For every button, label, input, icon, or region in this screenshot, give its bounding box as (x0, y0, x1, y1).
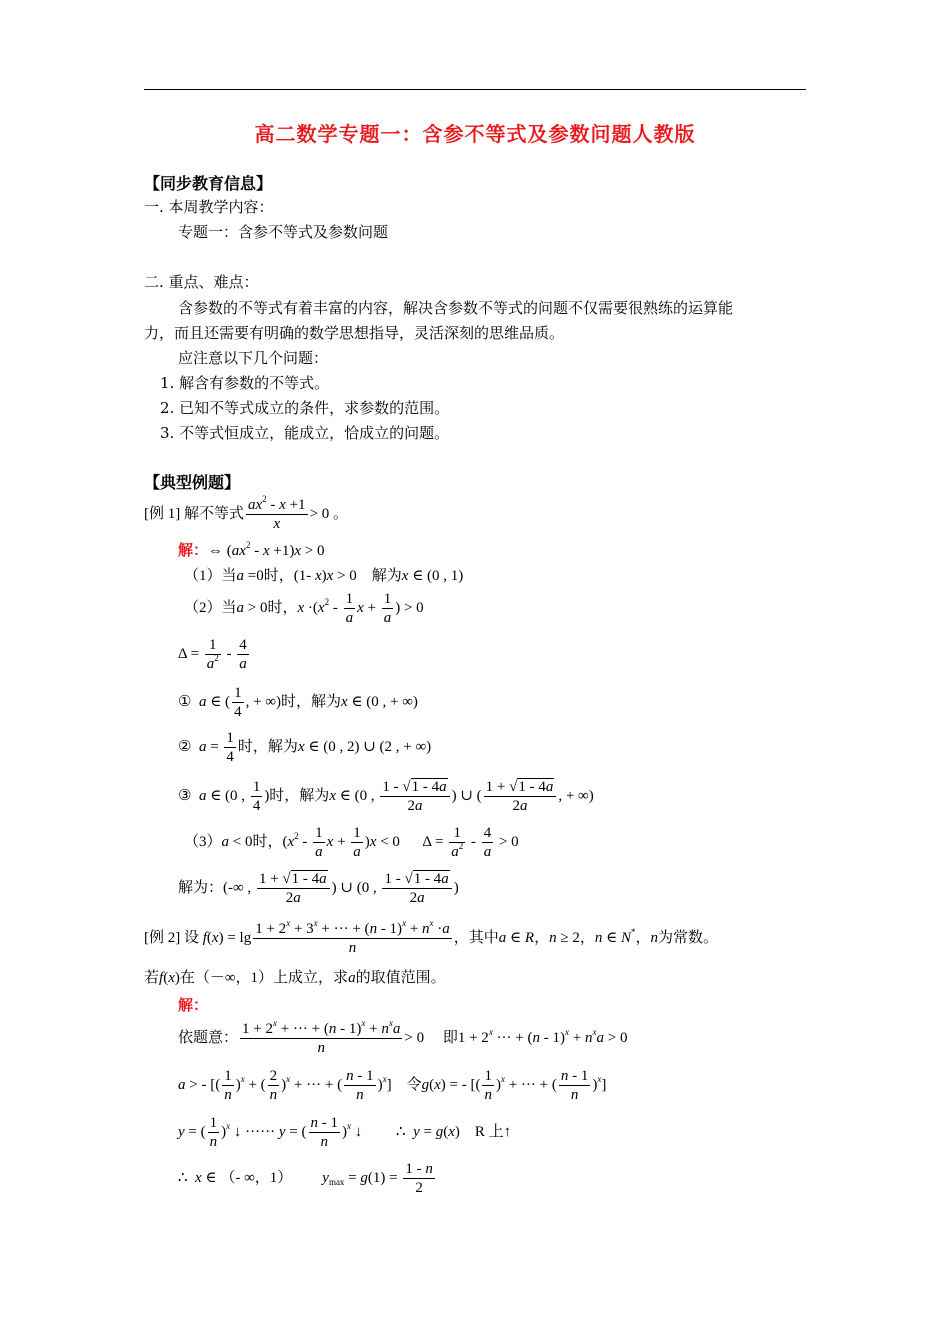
point-item: 3. 不等式恒成立，能成立，恰成立的问题。 (160, 424, 450, 442)
ex2-step4: ∴ x ∈ （- ∞，1） $y_{max} = g(1)$ = $\frac{1 - n}{2}$ (178, 1161, 433, 1196)
ex1-case3-solution: 解为：(-∞ , $\frac{1 + √1 - 4a}{2a}$ ) ∪ (0 , $\frac{1 - √1 - 4a}{2a}$ ) (178, 871, 459, 906)
ex2-step3: y = ( $\frac{1}{n}$ )$^x$ ↓ ······ y = ( $\frac{n - 1}{n}$ )$^x$ ↓ ∴ y = g(x) R 上↑ (178, 1115, 512, 1150)
sync-heading: 【同步教育信息】 (144, 174, 273, 193)
section1-label: 一. 本周教学内容： (144, 198, 274, 216)
point-item: 2. 已知不等式成立的条件，求参数的范围。 (160, 399, 450, 417)
ex1-case3: （3）a < 0时，($x^2$ - $\frac{1}{a}$ x + $\frac{1}{a}$ )x < 0 Δ = $\frac{1}{a^2}$ - $\frac{4}{a}$ > 0 (184, 825, 519, 860)
ex2-step1: 依题意： $\frac{1 + 2^x + \cdot\cdot\cdot + (n - 1)^x + n^xa}{n}$ > 0 即$1 + 2^x$ ··· + $(n - 1)^x + n^xa > 0$ (178, 1018, 628, 1056)
ex1-sub1: ① a ∈ ( $\frac{1}{4}$ , + ∞)时，解为x ∈ (0 , + ∞) (178, 685, 418, 720)
ex1-case1: （1）当a =0时，(1- x)x > 0 解为x ∈ (0 , 1) (184, 568, 464, 584)
examples-heading: 【典型例题】 (144, 473, 241, 492)
ex2-solution-label: 解： (178, 996, 209, 1014)
page-title: 高二数学专题一：含参不等式及参数问题人教版 (254, 122, 696, 146)
example2-statement: [例 2] 设 f(x) = lg $\frac{1 + 2^x + 3^x + \cdot\cdot\cdot + (n - 1)^x + n^x \cdot a}{n}$ ，其中a ∈ R，n ≥ 2，n ∈ N*，n为常数。 (144, 918, 718, 956)
ex1-step0: 解：⇔ $(ax^2 - x +1)x > 0$ (178, 540, 325, 559)
ex2-step2: a > - [( $\frac{1}{n}$ )$^x$ + ( $\frac{2}{n}$ )$^x$ + ··· + ( $\frac{n - 1}{n}$ )$^x$] 令g(x) = - [( $\frac{1}{n}$ )$^x$ + ··· + ( $\frac{n - 1}{n}$ )$^x$] (178, 1068, 607, 1103)
point-item: 1. 解含有参数的不等式。 (160, 374, 330, 392)
ex1-case2: （2）当a > 0时，$x \cdot(x^2$ - $\frac{1}{a}$ x + $\frac{1}{a}$ ) > 0 (184, 591, 424, 626)
ex1-delta: Δ = $\frac{1}{a^2}$ - $\frac{4}{a}$ (178, 637, 247, 672)
section2-para1: 含参数的不等式有着丰富的内容，解决含参数不等式的问题不仅需要很熟练的运算能 (178, 299, 734, 317)
ex1-sub3: ③ a ∈ (0 , $\frac{1}{4}$ )时，解为x ∈ (0 , $\frac{1 - √1 - 4a}{2a}$ ) ∪ ( $\frac{1 + √1 - 4a}{2a}$ , + ∞) (178, 779, 594, 814)
example2-condition: 若f(x)在（－∞，1）上成立，求a的取值范围。 (144, 970, 446, 986)
section2-para2: 力，而且还需要有明确的数学思想指导，灵活深刻的思维品质。 (144, 324, 565, 342)
example1-statement: [例 1] 解不等式 $\frac{ax^2 - x +1}{x}$ > 0 。 (144, 494, 349, 532)
ex1-sub2: ② a = $\frac{1}{4}$ 时，解为x ∈ (0 , 2) ∪ (2 , + ∞) (178, 730, 432, 765)
section2-note: 应注意以下几个问题： (178, 349, 329, 367)
section1-content: 专题一：含参不等式及参数问题 (178, 223, 389, 241)
section2-label: 二. 重点、难点： (144, 273, 259, 291)
header-rule (144, 89, 806, 90)
